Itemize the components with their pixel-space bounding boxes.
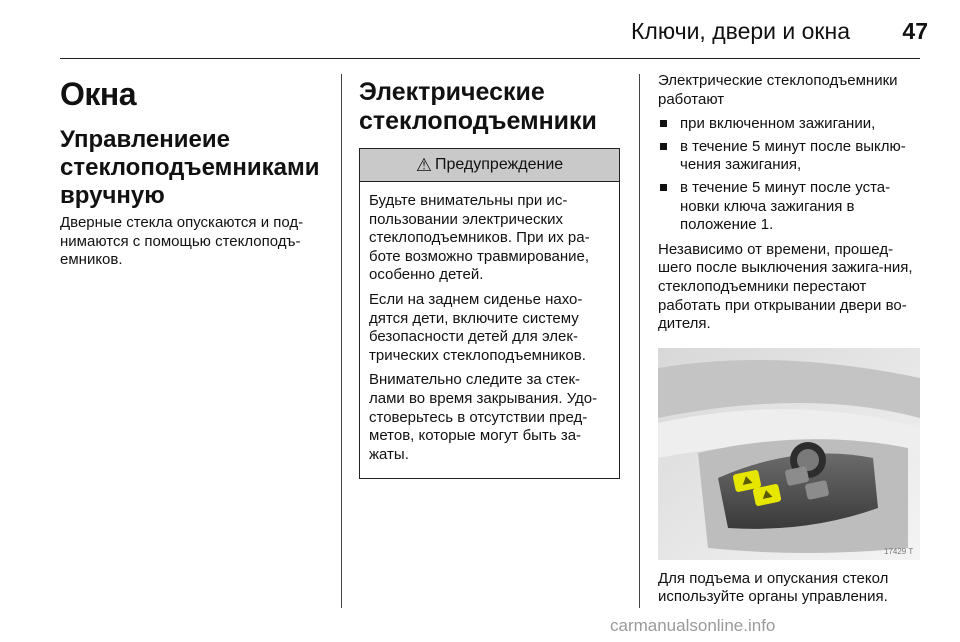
- warning-box: [359, 148, 620, 479]
- running-header-title: Ключи, двери и окна: [631, 18, 850, 44]
- warning-title: Предупреждение: [434, 156, 564, 173]
- warning-header: [360, 149, 619, 182]
- image-code: 17429 T: [884, 546, 914, 556]
- header-divider: [60, 58, 920, 59]
- conditions-list: [658, 115, 926, 235]
- window-switch-photo: [658, 348, 920, 560]
- warning-body: [360, 182, 619, 478]
- driver-door-paragraph: Независимо от времени, прошед-шего после выключения зажига-ния, стеклоподъемники перестают работать при открывании двери во-дителя.: [658, 240, 913, 333]
- warning-paragraph: Если на заднем сиденье нахо-дятся дети, включите систему безопасности детей для элек-трических стеклоподъемников.: [369, 290, 586, 364]
- list-item: в течение 5 минут после уста-новки ключа зажигания в положение 1.: [658, 179, 926, 235]
- square-bullet-icon: [660, 184, 667, 191]
- column-1: [60, 72, 332, 270]
- warning-paragraph: Внимательно следите за стек-лами во время закрывания. Удо-стоверьтесь в отсутствии пред-метов, которые могут быть за-жаты.: [369, 371, 598, 463]
- column-3: [658, 72, 926, 613]
- column-divider-right: [639, 74, 640, 608]
- column-2: [359, 72, 621, 479]
- subsection-heading-manual: Управлениеие стеклоподъемниками вручную: [60, 126, 320, 209]
- square-bullet-icon: [660, 143, 667, 150]
- watermark: carmanualsonline.info: [610, 616, 776, 635]
- manual-windows-paragraph: Дверные стекла опускаются и под-нимаются с помощью стеклоподъ-емников.: [60, 214, 304, 269]
- square-bullet-icon: [660, 120, 667, 127]
- warning-triangle-icon: ⚠: [415, 154, 432, 175]
- list-item: в течение 5 минут после выклю-чения зажигания,: [658, 138, 926, 175]
- warning-paragraph: Будьте внимательны при ис-пользовании электрических стеклоподъемников. При их ра-боте возможно травмирование, особенно детей.: [369, 192, 590, 284]
- intro-paragraph: Электрические стеклоподъемники работают: [658, 72, 898, 108]
- column-divider-left: [341, 74, 342, 608]
- section-heading-windows: Окна: [60, 76, 137, 112]
- page-number: 47: [902, 18, 928, 44]
- list-item: при включенном зажигании,: [658, 115, 926, 134]
- image-caption: Для подъема и опускания стекол используйте органы управления.: [658, 569, 889, 606]
- subsection-heading-electric: Электрические стеклоподъемники: [359, 78, 597, 135]
